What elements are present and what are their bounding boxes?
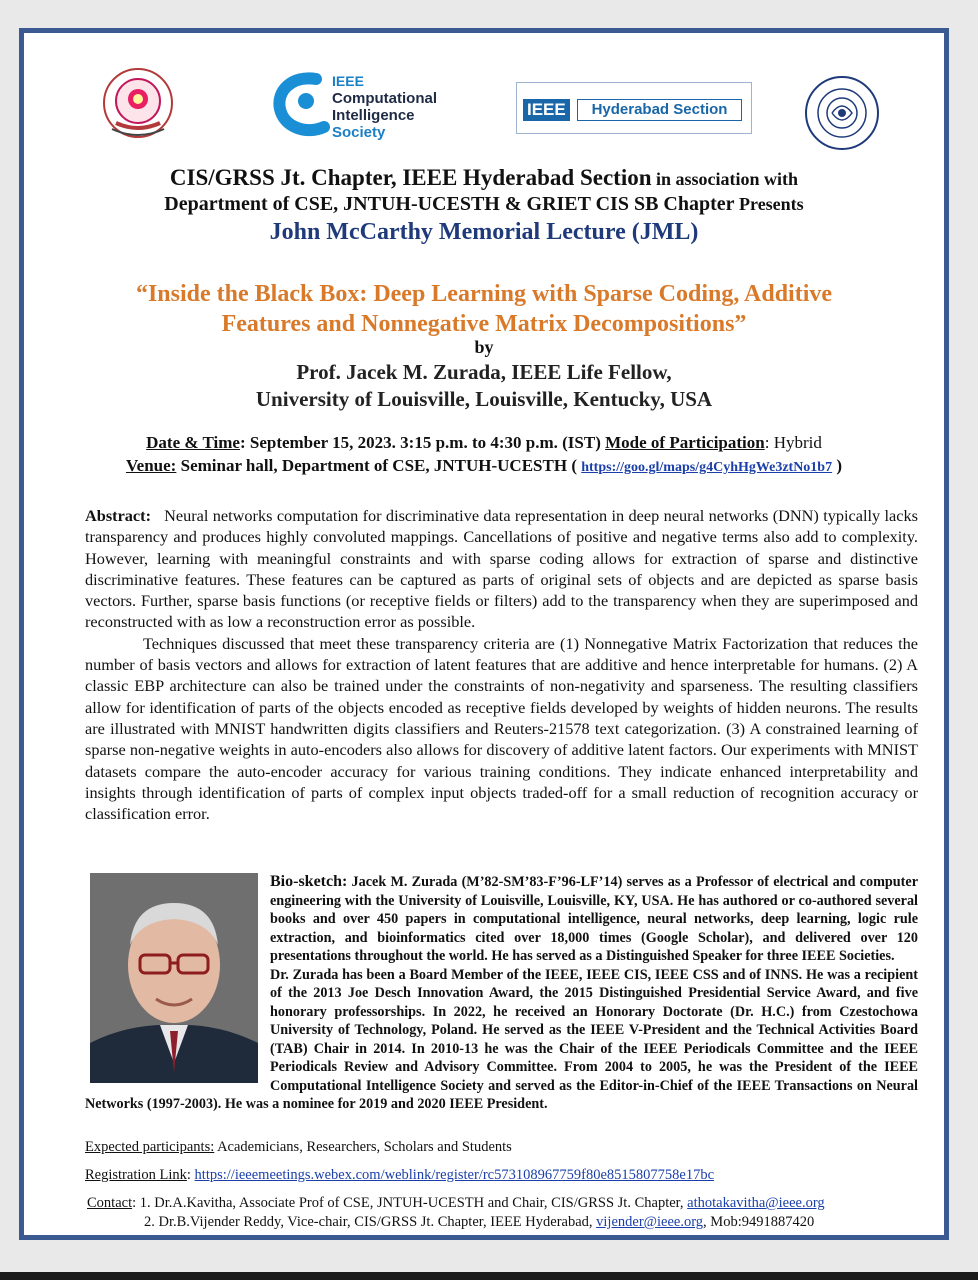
cis-society-logo	[272, 71, 472, 145]
presents-text: Presents	[734, 194, 804, 214]
organizer-association: in association with	[651, 169, 799, 189]
organizer-line	[24, 165, 944, 191]
contact-label: Contact	[87, 1195, 133, 1211]
ieee-label: IEEE	[523, 99, 570, 121]
flyer-frame	[19, 28, 949, 1240]
abstract-section	[85, 505, 918, 824]
contact-2-phone: , Mob:9491887420	[703, 1214, 815, 1230]
registration-line	[85, 1167, 714, 1184]
mode-label: Mode of Participation	[605, 433, 765, 452]
participants-label: Expected participants:	[85, 1139, 215, 1155]
speaker-affiliation: University of Louisville, Louisville, Kentucky, USA	[255, 387, 713, 411]
abstract-paragraph: Techniques discussed that meet these transparency criteria are (1) Nonnegative Matrix Factorization that reduces the number of basis vectors and allows for extraction of latent features that are additive and hence interpretable for humans. (2) A classic EBP architecture can also be trained under the constraints of non-negativity and sparseness. The resulting classifiers allow for identification of parts of the objects encoded as receptive fields developed by weights of hidden neurons. The results are illustrated with MNIST handwritten digits classifiers and Reuters-21578 text categorization. (3) A constrained learning of sparse non-negative weights in auto-encoders also allows for discovery of additive latent factors. Our experiments with MNIST datasets compare the auto-encoder accuracy for various training conditions. They indicate enhanced interpretability and insights through identification of parts of complex input objects traded-off for a small reduction of recognition accuracy or classification error.	[85, 633, 918, 824]
registration-label: Registration Link	[85, 1167, 187, 1183]
cis-logo-line: Society	[332, 124, 386, 141]
talk-title-line: “Inside the Black Box: Deep Learning with Sparse Coding, Additive	[135, 281, 833, 307]
jntu-emblem-logo	[102, 67, 174, 139]
speaker-block	[24, 359, 944, 413]
registration-separator: :	[186, 1167, 195, 1183]
participants-value: Academicians, Researchers, Scholars and Students	[214, 1139, 512, 1155]
cis-swirl-icon	[272, 71, 332, 141]
department-line	[24, 193, 944, 216]
contact-line-2	[144, 1214, 814, 1231]
bio-paragraph: Jacek M. Zurada (M’82-SM’83-F’96-LF’14) serves as a Professor of electrical and computer engineering with the University of Louisville, Louisville, KY, USA. He has authored or co-authored several books and over 450 papers in computational intelligence, neural networks, deep learning, logic rule extraction, and bioinformatics cited over 18,000 times (Google Scholar), and delivered over 120 presentations throughout the world. He has served as a Distinguished Speaker for three IEEE Societies.	[270, 874, 918, 964]
venue-paren: )	[832, 456, 843, 475]
cis-logo-line: Intelligence	[332, 107, 415, 124]
talk-title-line: Features and Nonnegative Matrix Decompositions”	[221, 311, 747, 337]
venue-map-link[interactable]: https://goo.gl/maps/g4CyhHgWe3ztNo1b7	[581, 460, 833, 475]
by-text: by	[474, 337, 494, 357]
contact-2-text: 2. Dr.B.Vijender Reddy, Vice-chair, CIS/GRSS Jt. Chapter, IEEE Hyderabad,	[144, 1214, 597, 1230]
contact-1-text: : 1. Dr.A.Kavitha, Associate Prof of CSE, JNTUH-UCESTH and Chair, CIS/GRSS Jt. Chapter,	[132, 1195, 688, 1211]
abstract-label: Abstract:	[85, 506, 152, 525]
venue-value: Seminar hall, Department of CSE, JNTUH-UCESTH	[176, 456, 572, 475]
cis-logo-line: Computational	[332, 90, 437, 107]
talk-title	[24, 279, 944, 339]
cis-seal-logo	[804, 75, 880, 151]
bio-label: Bio-sketch:	[270, 873, 348, 890]
date-value: : September 15, 2023. 3:15 p.m. to 4:30 p.m. (IST)	[239, 433, 606, 452]
venue-paren: (	[571, 456, 582, 475]
contact-line-1	[87, 1195, 825, 1212]
participants-line	[85, 1139, 512, 1156]
department-name: Department of CSE, JNTUH-UCESTH & GRIET CIS SB Chapter	[164, 193, 735, 215]
ieee-hyderabad-logo	[516, 82, 752, 134]
registration-link[interactable]: https://ieeemeetings.webex.com/weblink/register/rc573108967759f80e8515807758e17bc	[194, 1167, 715, 1183]
logo-row	[24, 33, 944, 143]
speaker-name: Prof. Jacek M. Zurada, IEEE Life Fellow,	[296, 360, 672, 384]
contact-2-email-link[interactable]: vijender@ieee.org	[596, 1214, 704, 1230]
bio-section	[85, 873, 918, 1114]
organizer-name: CIS/GRSS Jt. Chapter, IEEE Hyderabad Section	[169, 165, 652, 190]
abstract-paragraph: Neural networks computation for discriminative data representation in deep neural networks (DNN) typically lacks transparency and produces highly convoluted mappings. Cancellations of positive and negative terms also add to complexity. However, learning with meaningful constraints and with sparse coding allows for extraction of sparse and distinctive discriminative features. These features can be captured as parts of original sets of objects and are depicted as sparse basis vectors. Further, sparse basis functions (or receptive fields or filters) add to the transparency when they are superimposed and reconstructed with as low a reconstruction error as possible.	[85, 506, 918, 632]
hyderabad-section-label: Hyderabad Section	[577, 99, 742, 121]
lecture-name: John McCarthy Memorial Lecture (JML)	[269, 219, 699, 245]
bottom-bar	[0, 1272, 978, 1280]
date-time-line	[24, 433, 944, 453]
contact-1-email-link[interactable]: athotakavitha@ieee.org	[687, 1195, 825, 1211]
mode-value: : Hybrid	[764, 433, 822, 452]
venue-line	[24, 456, 944, 476]
bio-paragraph: Dr. Zurada has been a Board Member of the IEEE, IEEE CIS, IEEE CSS and of INNS. He was a recipient of the 2013 Joe Desch Innovation Award, the 2015 Distinguished Presidential Service Award, and five honorary professorships. In 2022, he received an Honorary Doctorate (Dr. H.C.) from Czestochowa University of Technology, Poland. He served as the IEEE V-President and the Technical Activities Board (TAB) Chair in 2014. In 2010-13 he was the Chair of the IEEE Periodicals Committee and the IEEE Periodicals Review and Advisory Committee. From 2004 to 2005, he was the President of the IEEE Computational Intelligence Society and served as the Editor-in-Chief of the IEEE Transactions on Neural Networks (1997-2003). He was a nominee for 2019 and 2020 IEEE President.	[85, 966, 918, 1112]
date-label: Date & Time	[146, 433, 240, 452]
venue-label: Venue:	[125, 456, 177, 475]
cis-logo-line: IEEE	[332, 73, 364, 89]
